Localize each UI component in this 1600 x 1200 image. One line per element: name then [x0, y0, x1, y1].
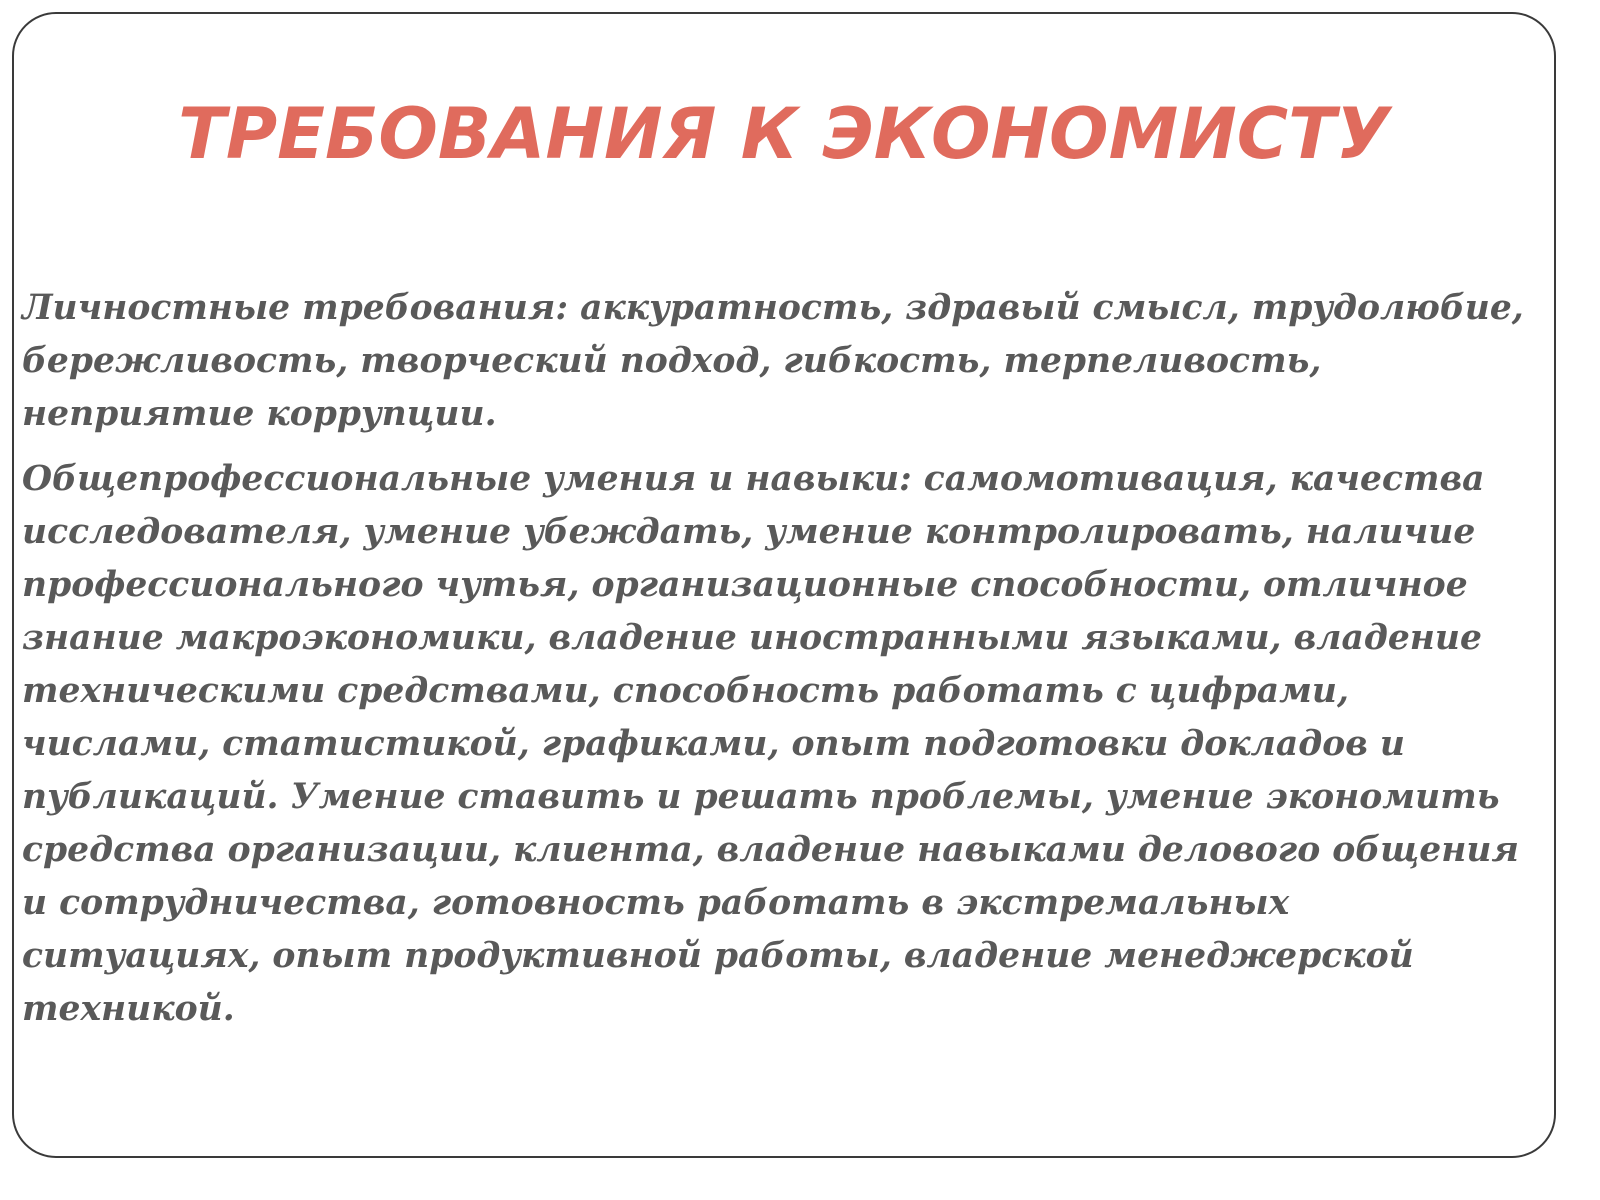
professional-skills-paragraph: Общепрофессиональные умения и навыки: самомотивация, качества исследователя, умение убеждать, умение контролировать, наличие профессионального чутья, организационные способности, отличное знание макроэкономики, владение иностранными языками, владение техническими средствами, способность работать с цифрами, числами, статистикой, графиками, опыт подготовки докладов и публикаций. Умение ставить и решать проблемы, умение экономить средства организации, клиента, владение навыками делового общения и сотрудничества, готовность работать в экстремальных ситуациях, опыт продуктивной работы, владение менеджерской техникой. — [22, 459, 1519, 1029]
personal-requirements-paragraph: Личностные требования: аккуратность, здравый смысл, трудолюбие, бережливость, творческий подход, гибкость, терпеливость, неприятие коррупции. — [22, 288, 1524, 434]
slide-frame — [12, 12, 1556, 1158]
page-title: ТРЕБОВАНИЯ К ЭКОНОМИСТУ — [178, 93, 1390, 175]
slide-content — [22, 282, 1524, 1048]
